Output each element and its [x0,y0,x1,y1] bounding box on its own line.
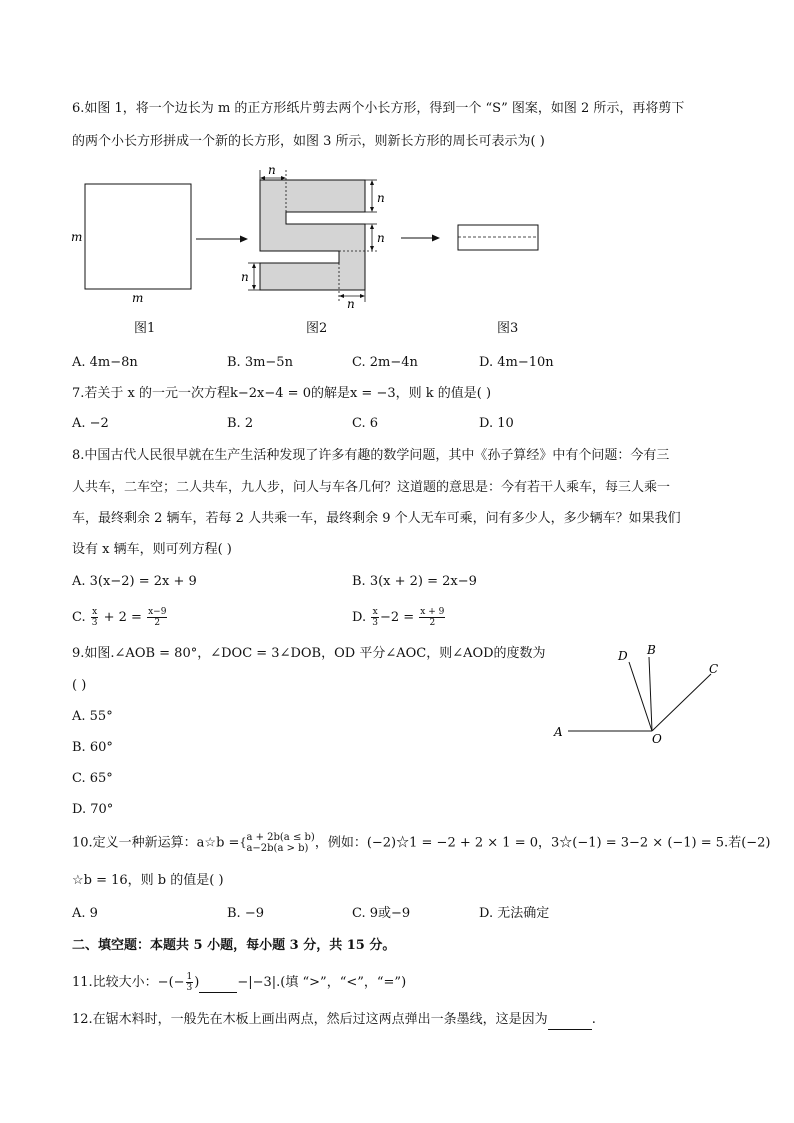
q12-stem: 12.在锯木料时，一般先在木板上画出两点，然后过这两点弹出一条墨线，这是因为 . [72,1011,596,1030]
q6-option-c: C. 2m−4n [352,355,418,370]
q7-option-b: B. 2 [227,416,254,431]
point-o-label: O [652,732,662,746]
q7-option-c: C. 6 [352,416,379,431]
ray-ob [649,657,652,731]
q11-stem: 11.比较大小：−(− $\frac{1}{3}$ ) −|−3|.(填 “>”，“<”，“=”) [72,972,407,993]
q9-option-c: C. 65° [72,771,113,786]
fig2-n-bottom: n [347,297,355,311]
point-c-label: C [709,662,719,676]
ray-oc [652,674,711,731]
ray-od [629,662,652,731]
q10-stem-line1: 10.定义一种新运算：a☆b ={ a + 2b(a ≤ b) a−2b(a > b) ，例如：(−2)☆1 = −2 + 2 × 1 = 0，3☆(−1) = 3−2 × (−1) = 5.若(−2) [72,832,771,854]
q8-stem-line1: 8.中国古代人民很早就在生产生活种发现了许多有趣的数学问题，其中《孙子算经》中有个问题：今有三 [72,448,670,463]
fig3-rectangle [458,225,538,250]
q6-option-d: D. 4m−10n [479,355,554,370]
piecewise-definition: { [239,836,247,849]
q8-option-c: C. $\frac{x}{3}$ + 2 = $\frac{x-9}{2}$ [72,607,167,628]
q6-stem-line1: 6.如图 1，将一个边长为 m 的正方形纸片剪去两个小长方形，得到一个 “S” 图案，如图 2 所示，再将剪下 [72,101,685,116]
q10-option-b: B. −9 [227,906,264,921]
section-fill-in-heading: 二、填空题：本题共 5 小题，每小题 3 分，共 15 分。 [72,938,396,953]
q10-stem-line2: ☆b = 16，则 b 的值是( ) [72,873,224,888]
fig3-caption: 图3 [497,321,519,336]
fig2-caption: 图2 [306,321,328,336]
q11-answer-blank[interactable] [199,974,237,993]
q10-option-a: A. 9 [72,906,98,921]
q7-option-a: A. −2 [72,416,109,431]
q9-option-a: A. 55° [72,709,113,724]
fig2-n-top: n [268,163,276,177]
point-a-label: A [554,725,563,739]
q7-stem: 7.若关于 x 的一元一次方程k−2x−4 = 0的解是x = −3，则 k 的值是( ) [72,386,492,401]
fig1-side-label-bottom: m [132,291,144,305]
q9-answer-paren: ( ) [72,678,87,693]
point-d-label: D [618,649,628,663]
q8-option-d: D. $\frac{x}{3}$ −2 = $\frac{x + 9}{2}$ [352,607,445,628]
q10-option-d: D. 无法确定 [479,906,550,921]
fig2-n-right-upper: n [377,191,385,205]
q10-option-c: C. 9或−9 [352,906,411,921]
fig2-n-left: n [241,270,249,284]
q8-stem-line2: 人共车，二车空；二人共车，九人步，问人与车各几何？这道题的意思是：今有若干人乘车，每三人乘一 [72,480,671,495]
q8-stem-line4: 设有 x 辆车，则可列方程( ) [72,542,232,557]
q6-figures [0,160,794,340]
q9-stem: 9.如图.∠AOB = 80°，∠DOC = 3∠DOB，OD 平分∠AOC，则∠AOD的度数为 [72,646,546,661]
q6-option-b: B. 3m−5n [227,355,293,370]
q9-option-d: D. 70° [72,802,114,817]
fig2-s-shape [260,180,365,290]
q6-option-a: A. 4m−8n [72,355,138,370]
q8-stem-line3: 车，最终剩余 2 辆车，若每 2 人共乘一车，最终剩余 9 个人无车可乘，问有多少人，多少辆车？如果我们 [72,511,681,526]
q9-option-b: B. 60° [72,740,113,755]
point-b-label: B [647,643,656,657]
q6-stem-line2: 的两个小长方形拼成一个新的长方形，如图 3 所示，则新长方形的周长可表示为( ) [72,134,545,149]
q8-option-b: B. 3(x + 2) = 2x−9 [352,574,477,589]
q9-angle-figure [548,640,748,750]
fig1-square [85,184,191,289]
fig2-n-right-middle: n [377,231,385,245]
fig1-side-label-left: m [71,230,83,244]
q8-option-a: A. 3(x−2) = 2x + 9 [72,574,197,589]
fig1-caption: 图1 [134,321,156,336]
q7-option-d: D. 10 [479,416,514,431]
q12-answer-blank[interactable] [548,1011,592,1030]
